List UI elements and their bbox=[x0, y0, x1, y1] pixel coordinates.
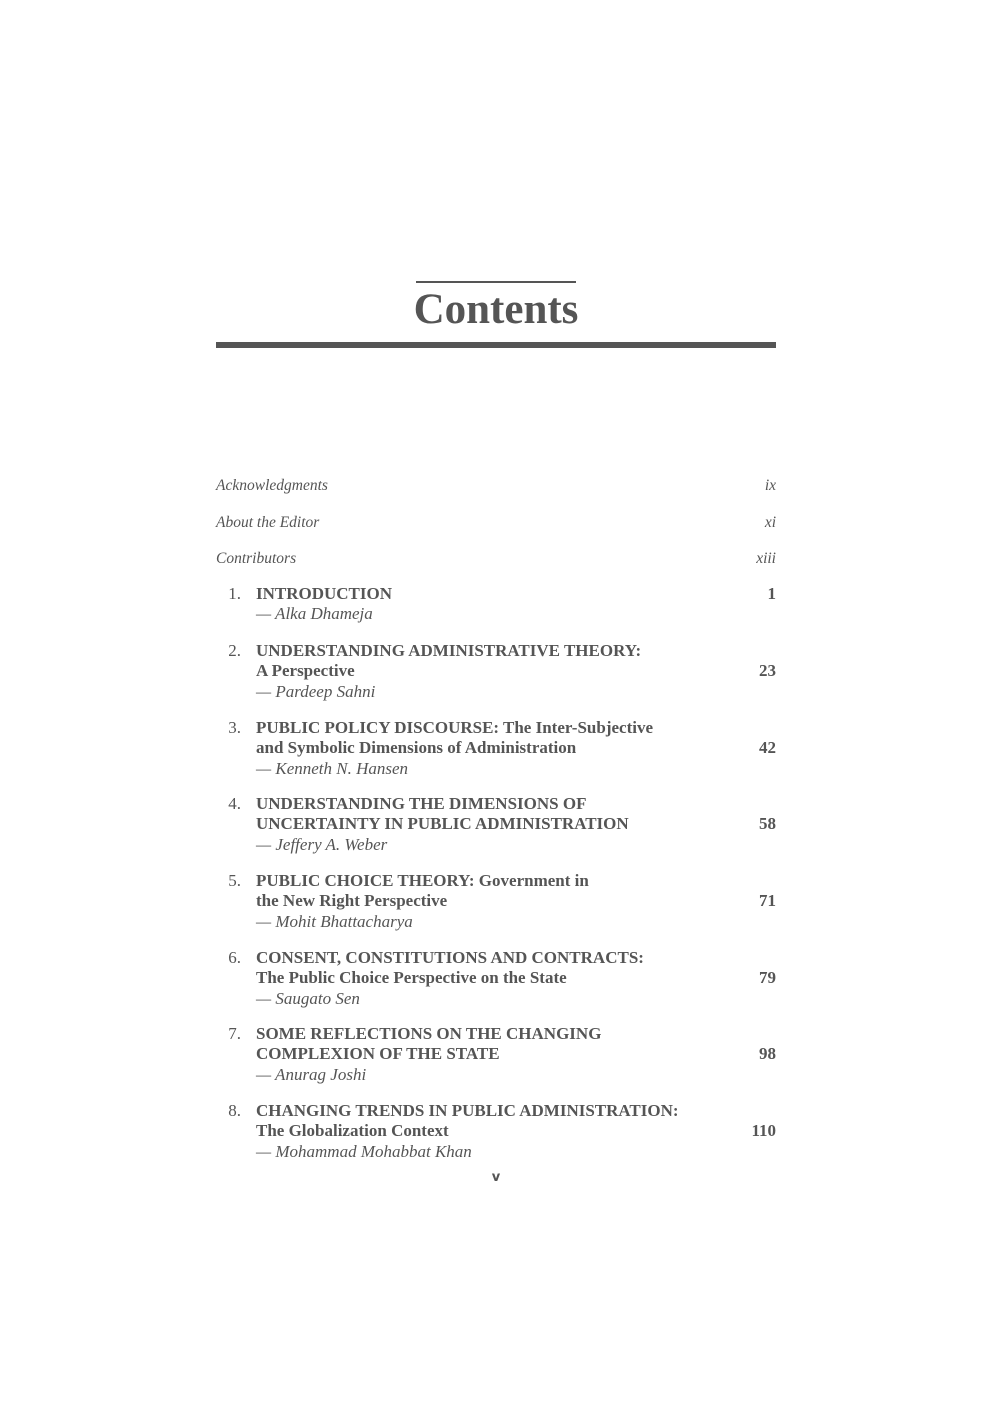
page-title: Contents bbox=[413, 286, 579, 333]
chapter-title-line: PUBLIC POLICY DISCOURSE: The Inter-Subjective bbox=[256, 718, 654, 737]
chapter-number: 1. bbox=[228, 584, 241, 603]
toc-front-label: Acknowledgments bbox=[216, 477, 328, 494]
toc-front-page: xi bbox=[764, 514, 776, 531]
chapter-page: 98 bbox=[759, 1044, 776, 1064]
chapter-author: — Mohammad Mohabbat Khan bbox=[256, 1141, 472, 1161]
chapter-author: — Alka Dhameja bbox=[256, 604, 373, 624]
toc-chapter-3[interactable] bbox=[216, 718, 776, 780]
chapter-number: 8. bbox=[228, 1101, 241, 1120]
toc-chapter-8[interactable] bbox=[216, 1101, 776, 1163]
chapter-title-line: COMPLEXION OF THE STATE bbox=[256, 1044, 500, 1064]
chapter-title-line: UNDERSTANDING THE DIMENSIONS OF bbox=[256, 794, 587, 813]
chapter-author: — Mohit Bhattacharya bbox=[256, 911, 413, 931]
chapter-author: — Kenneth N. Hansen bbox=[256, 758, 409, 778]
chapter-page: 1 bbox=[767, 584, 776, 603]
toc-front-item-contributors[interactable] bbox=[216, 549, 776, 569]
toc-front-label: About the Editor bbox=[216, 514, 320, 531]
chapter-title-line: CHANGING TRENDS IN PUBLIC ADMINISTRATION: bbox=[256, 1101, 679, 1120]
toc-chapter-1[interactable] bbox=[216, 584, 776, 626]
chapter-number: 7. bbox=[228, 1024, 241, 1043]
chapter-title-line: SOME REFLECTIONS ON THE CHANGING bbox=[256, 1024, 602, 1043]
chapter-author: — Jeffery A. Weber bbox=[256, 834, 388, 854]
chapter-number: 3. bbox=[228, 718, 241, 737]
chapter-page: 58 bbox=[759, 814, 776, 834]
toc-front-page: ix bbox=[764, 477, 776, 494]
toc-front-page: xiii bbox=[756, 550, 776, 567]
chapter-page: 71 bbox=[759, 891, 776, 911]
chapter-title-line: A Perspective bbox=[256, 661, 355, 681]
title-top-rule bbox=[416, 281, 576, 283]
chapter-title-line: the New Right Perspective bbox=[256, 891, 448, 911]
chapter-title-line: PUBLIC CHOICE THEORY: Government in bbox=[256, 871, 589, 890]
toc-chapter-5[interactable] bbox=[216, 871, 776, 933]
chapter-page: 23 bbox=[759, 661, 776, 681]
toc-front-label: Contributors bbox=[216, 550, 297, 567]
chapter-number: 2. bbox=[228, 641, 241, 660]
chapter-title-line: The Globalization Context bbox=[256, 1121, 449, 1141]
toc-chapter-4[interactable] bbox=[216, 794, 776, 856]
toc-front-item-about-editor[interactable] bbox=[216, 513, 776, 533]
toc-chapter-2[interactable] bbox=[216, 641, 776, 703]
chapter-number: 5. bbox=[228, 871, 241, 890]
page-folio: v bbox=[491, 1170, 501, 1185]
toc-front-item-acknowledgments[interactable] bbox=[216, 476, 776, 496]
chapter-title-line: UNCERTAINTY IN PUBLIC ADMINISTRATION bbox=[256, 814, 629, 834]
chapter-title-line: and Symbolic Dimensions of Administration bbox=[256, 738, 577, 758]
chapter-number: 6. bbox=[228, 948, 241, 967]
chapter-author: — Saugato Sen bbox=[256, 988, 360, 1008]
chapter-number: 4. bbox=[228, 794, 241, 813]
chapter-page: 42 bbox=[759, 738, 776, 758]
chapter-author: — Anurag Joshi bbox=[256, 1064, 367, 1084]
toc-chapter-6[interactable] bbox=[216, 948, 776, 1010]
title-bottom-rule bbox=[216, 342, 776, 348]
chapter-title-line: INTRODUCTION bbox=[256, 584, 393, 603]
chapter-title-line: The Public Choice Perspective on the State bbox=[256, 968, 567, 988]
chapter-page: 110 bbox=[751, 1121, 776, 1141]
chapter-title-line: UNDERSTANDING ADMINISTRATIVE THEORY: bbox=[256, 641, 642, 660]
toc-chapter-7[interactable] bbox=[216, 1024, 776, 1086]
chapter-page: 79 bbox=[759, 968, 776, 988]
chapter-author: — Pardeep Sahni bbox=[256, 681, 376, 701]
chapter-title-line: CONSENT, CONSTITUTIONS AND CONTRACTS: bbox=[256, 948, 644, 967]
